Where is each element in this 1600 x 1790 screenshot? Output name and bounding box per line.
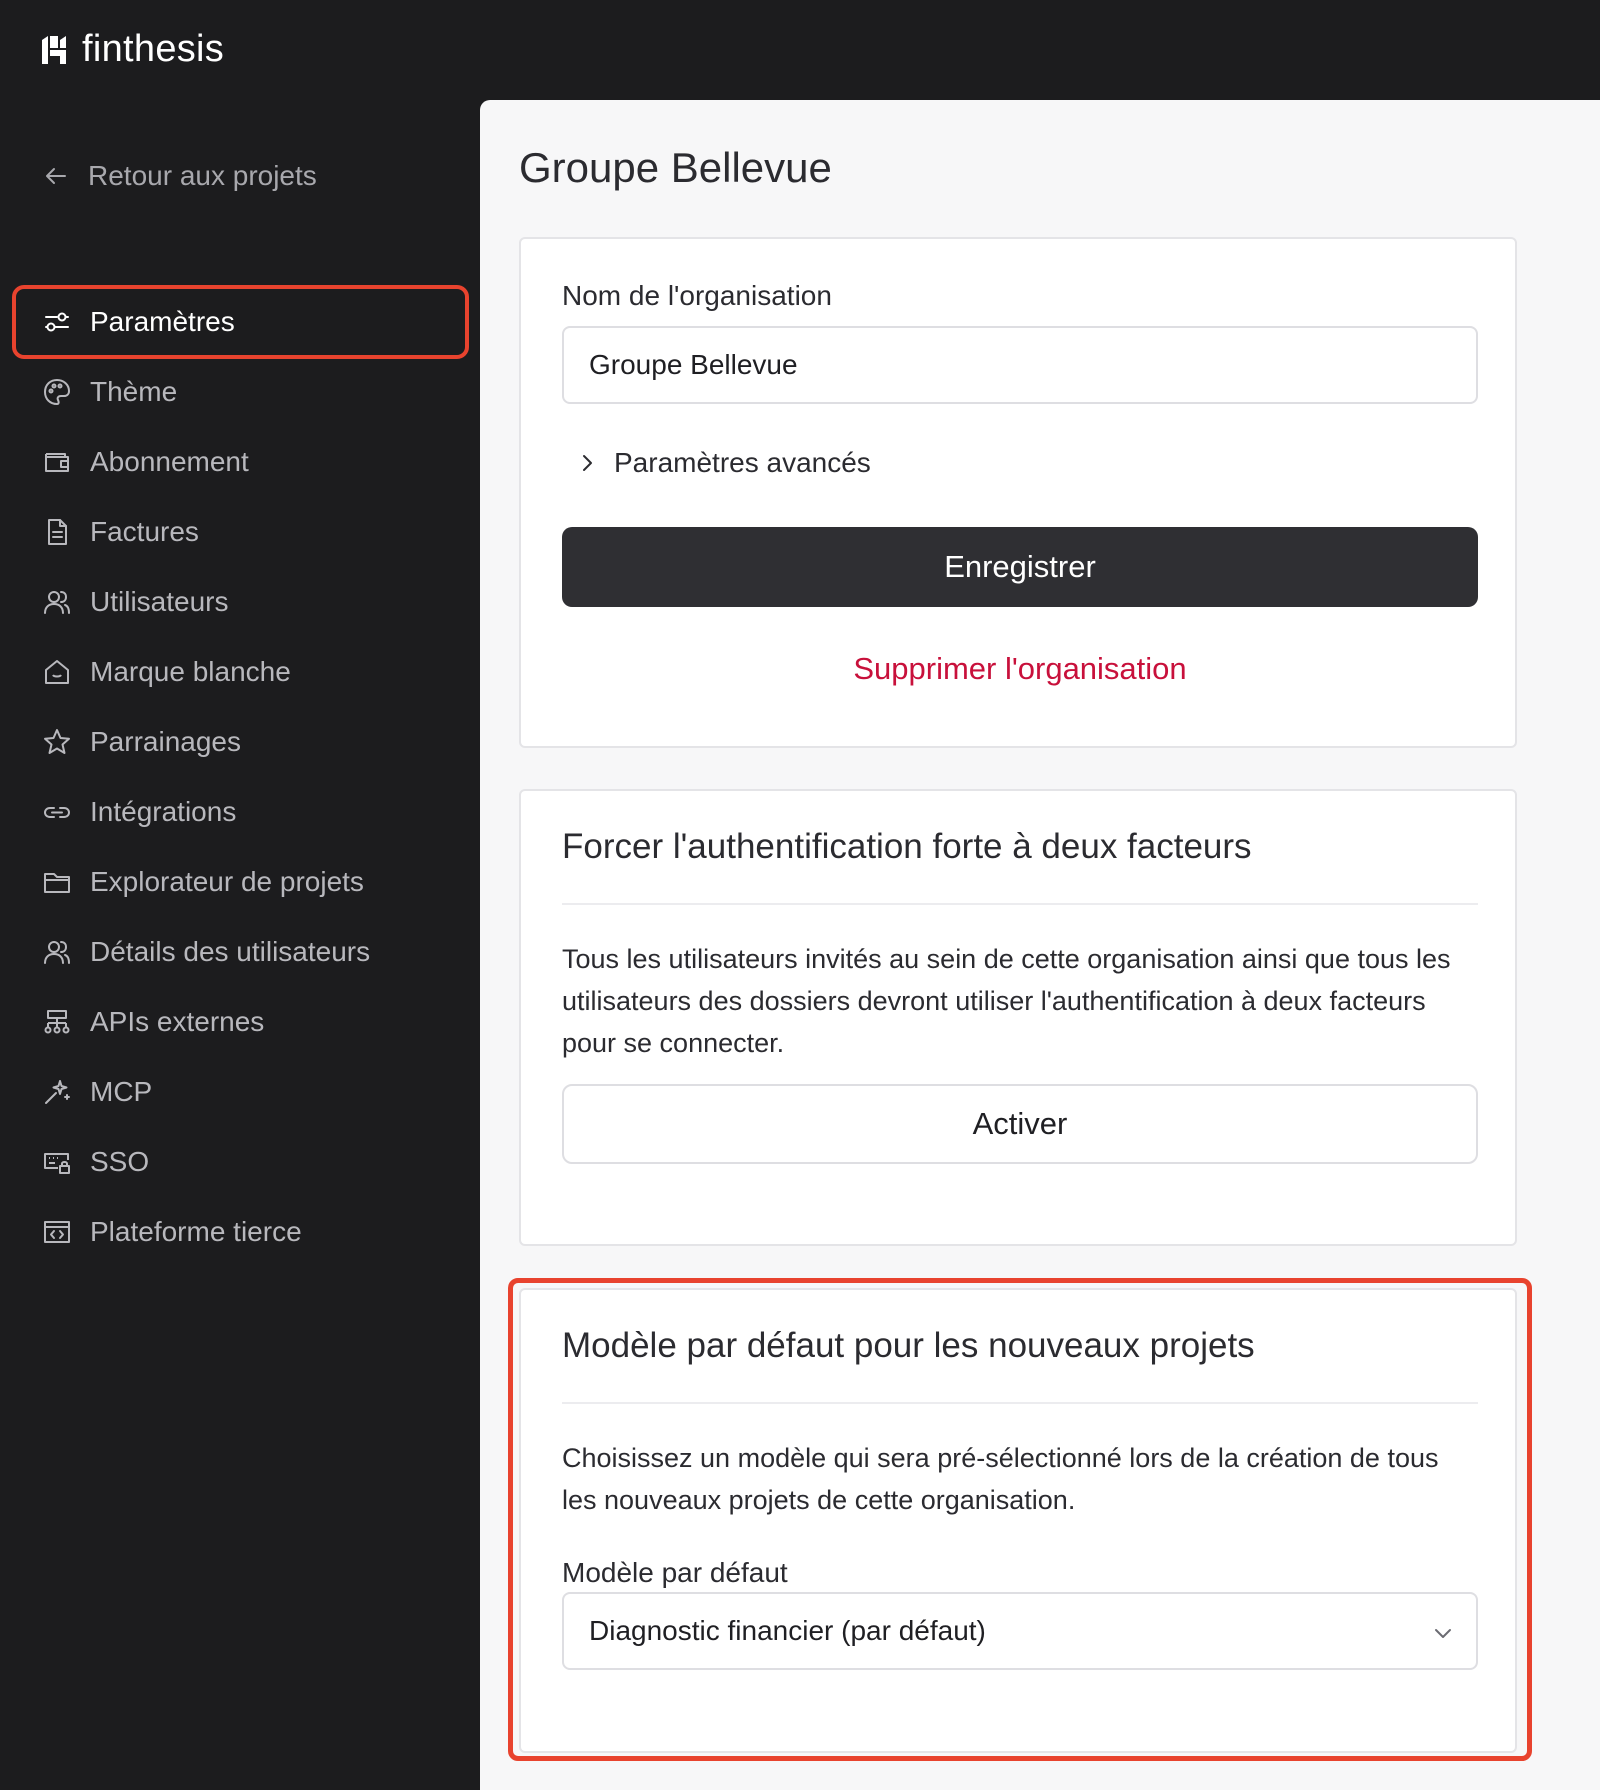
two-factor-description: Tous les utilisateurs invités au sein de cette organisation ainsi que tous les utilisateurs des dossiers devront utiliser l'authentification à deux facteurs pour se connecter. <box>562 944 1451 1058</box>
default-template-description: Choisissez un modèle qui sera pré-sélectionné lors de la création de tous les nouveaux projets de cette organisation. <box>562 1443 1439 1515</box>
sidebar-item-label: Intégrations <box>90 796 237 827</box>
sidebar-item-label: Marque blanche <box>90 656 291 687</box>
save-button[interactable]: Enregistrer <box>562 527 1478 607</box>
settings-sliders-icon <box>42 307 72 337</box>
brand-logo[interactable] <box>40 28 224 71</box>
sidebar-item-label: APIs externes <box>90 1006 265 1037</box>
default-template-label: Modèle par défaut <box>562 1557 788 1588</box>
page-title: Groupe Bellevue <box>519 144 832 191</box>
sidebar-item-label: Paramètres <box>90 306 235 337</box>
sidebar-item-label: Plateforme tierce <box>90 1216 302 1247</box>
sidebar-item-parrainages[interactable] <box>12 705 469 779</box>
document-icon <box>42 517 72 547</box>
palette-icon <box>42 377 72 407</box>
back-to-projects-link[interactable] <box>42 160 317 192</box>
chevron-right-icon <box>576 452 598 474</box>
sidebar-item-sso[interactable] <box>12 1125 469 1199</box>
brand-name: finthesis <box>82 28 225 70</box>
folder-icon <box>42 867 72 897</box>
sidebar-item-parametres[interactable] <box>12 285 469 359</box>
sidebar-item-label: Explorateur de projets <box>90 866 364 897</box>
sidebar-item-abonnement[interactable] <box>12 425 469 499</box>
sidebar-item-plateforme-tierce[interactable] <box>12 1195 469 1269</box>
two-factor-heading: Forcer l'authentification forte à deux facteurs <box>562 827 1252 866</box>
default-template-heading: Modèle par défaut pour les nouveaux projets <box>562 1326 1255 1365</box>
sidebar-item-integrations[interactable] <box>12 775 469 849</box>
sidebar-item-label: Abonnement <box>90 446 249 477</box>
sidebar-item-theme[interactable] <box>12 355 469 429</box>
network-icon <box>42 1007 72 1037</box>
organization-card <box>519 237 1517 748</box>
sidebar-item-apis-externes[interactable] <box>12 985 469 1059</box>
org-name-input[interactable] <box>562 326 1478 404</box>
default-template-select[interactable] <box>562 1592 1478 1670</box>
org-name-label: Nom de l'organisation <box>562 280 832 311</box>
code-window-icon <box>42 1217 72 1247</box>
chevron-down-icon <box>1432 1622 1454 1644</box>
sidebar-item-utilisateurs[interactable] <box>12 565 469 639</box>
sidebar-item-marque-blanche[interactable] <box>12 635 469 709</box>
advanced-settings-label: Paramètres avancés <box>614 447 871 478</box>
delete-organization-link[interactable]: Supprimer l'organisation <box>853 651 1187 686</box>
finthesis-logo-icon <box>40 34 72 66</box>
sparkle-wand-icon <box>42 1077 72 1107</box>
sidebar-item-label: Thème <box>90 376 178 407</box>
advanced-settings-toggle[interactable] <box>576 447 871 479</box>
arrow-left-icon <box>42 162 70 190</box>
wallet-icon <box>42 447 72 477</box>
main-content <box>480 100 1600 1790</box>
default-template-value: Diagnostic financier (par défaut) <box>589 1615 986 1646</box>
two-factor-card <box>519 789 1517 1246</box>
back-to-projects-label: Retour aux projets <box>88 160 317 191</box>
divider <box>562 903 1478 905</box>
sidebar-item-factures[interactable] <box>12 495 469 569</box>
users-icon <box>42 937 72 967</box>
sidebar-item-mcp[interactable] <box>12 1055 469 1129</box>
star-icon <box>42 727 72 757</box>
link-icon <box>42 797 72 827</box>
default-template-card <box>519 1288 1517 1753</box>
keyboard-lock-icon <box>42 1147 72 1177</box>
sidebar-item-label: Factures <box>90 516 199 547</box>
divider <box>562 1402 1478 1404</box>
org-name-value: Groupe Bellevue <box>589 349 798 380</box>
sidebar-item-explorateur[interactable] <box>12 845 469 919</box>
sidebar-item-label: Parrainages <box>90 726 241 757</box>
sidebar-item-label: SSO <box>90 1146 150 1177</box>
sidebar <box>0 100 480 1790</box>
sidebar-item-details-utilisateurs[interactable] <box>12 915 469 989</box>
sidebar-item-label: Utilisateurs <box>90 586 229 617</box>
top-bar <box>0 0 1600 100</box>
sidebar-item-label: MCP <box>90 1076 153 1107</box>
activate-2fa-button[interactable]: Activer <box>562 1084 1478 1164</box>
sidebar-item-label: Détails des utilisateurs <box>90 936 371 967</box>
users-icon <box>42 587 72 617</box>
house-tag-icon <box>42 657 72 687</box>
